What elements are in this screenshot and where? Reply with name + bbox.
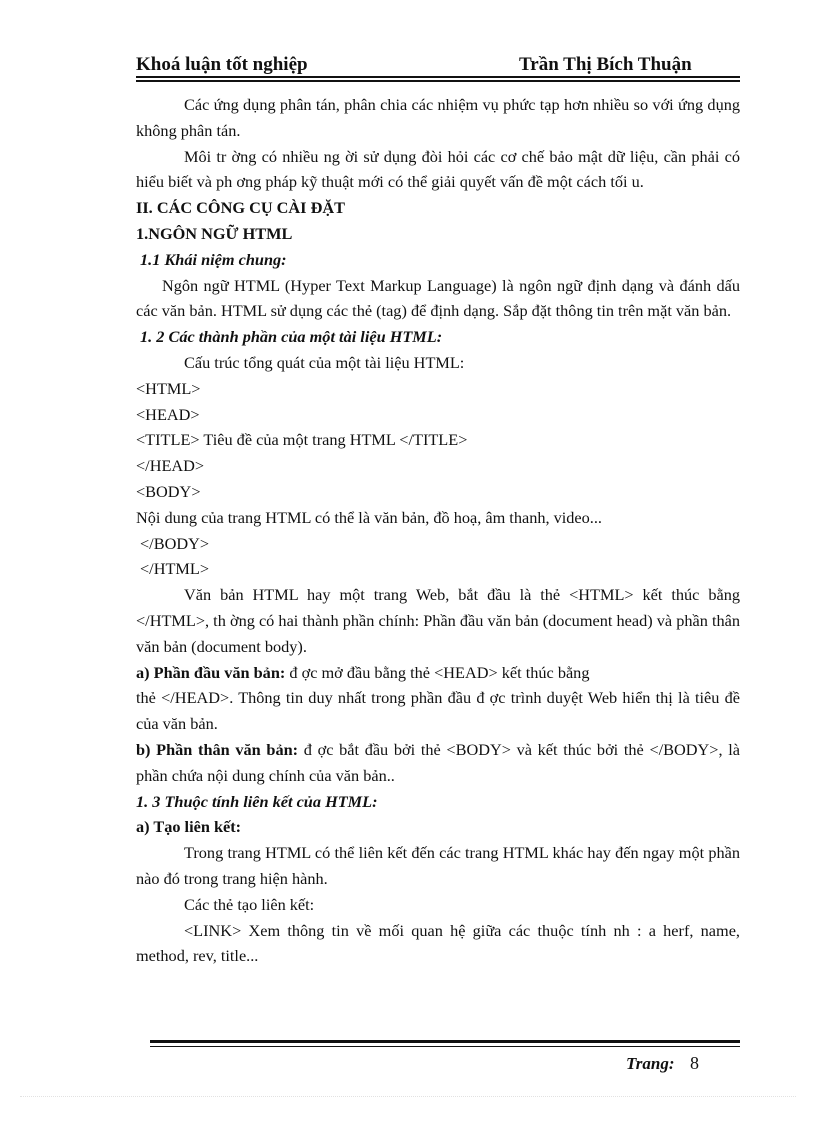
- code-line: </HTML>: [140, 559, 210, 579]
- code-line: <BODY>: [136, 481, 201, 501]
- code-line: <HEAD>: [136, 404, 200, 424]
- code-line: Nội dung của trang HTML có thể là văn bản, đồ hoạ, âm thanh, video...: [136, 507, 603, 527]
- paragraph-link-intro: Trong trang HTML có thể liên kết đến các trang HTML khác hay đến ngay một phần nào đó trong trang hiện hành.: [136, 843, 740, 888]
- paragraph-html-definition: Ngôn ngữ HTML (Hyper Text Markup Language) là ngôn ngữ định dạng và đánh dấu các văn bản. HTML sử dụng các thẻ (tag) để định dạng. Sắp đặt thông tin trên mặt văn bản.: [136, 275, 740, 321]
- label-head-section: a) Phần đầu văn bản:: [136, 662, 286, 682]
- page-bottom-dotted-line: [20, 1096, 796, 1097]
- header-thesis-title: Khoá luận tốt nghiệp: [136, 54, 308, 75]
- footer-page-label: Trang:: [626, 1054, 675, 1073]
- code-line: <TITLE> Tiêu đề của một trang HTML </TITLE>: [136, 430, 468, 450]
- paragraph-body-section: [136, 737, 740, 789]
- text-head-section: đ ợc mở đầu bằng thẻ <HEAD> kết thúc bằng: [285, 662, 590, 682]
- label-body-section: b) Phần thân văn bản:: [136, 739, 299, 759]
- paragraph-link-tag-desc: <LINK> Xem thông tin về mối quan hệ giữa các thuộc tính nh : a herf, name, method, rev, title...: [136, 920, 740, 966]
- paragraph-link-tags: Các thẻ tạo liên kết:: [184, 894, 315, 914]
- code-line: </HEAD>: [136, 456, 205, 476]
- footer-page-number: 8: [690, 1053, 699, 1073]
- heading-tools: II. CÁC CÔNG CỤ CÀI ĐẶT: [136, 198, 345, 218]
- paragraph-html-doc-parts: Văn bản HTML hay một trang Web, bắt đầu là thẻ <HTML> kết thúc bằng </HTML>, th ờng có hai thành phần chính: Phần đầu văn bản (document head) và phần thân văn bản (document body).: [136, 585, 740, 656]
- heading-general-concept-number: 1.1: [140, 249, 161, 269]
- heading-create-link: a) Tạo liên kết:: [136, 817, 242, 837]
- paragraph-structure-intro: Cấu trúc tổng quát của một tài liệu HTML:: [184, 352, 465, 372]
- header-rule: [136, 76, 740, 82]
- header-author-name: Trần Thị Bích Thuận: [519, 54, 692, 75]
- heading-general-concept: [136, 247, 740, 273]
- paragraph-multi-user: Môi tr ờng có nhiều ng ời sử dụng đòi hỏi các cơ chế bảo mật dữ liệu, cần phải có hiểu biết và ph ơng pháp kỹ thuật mới có thể giải quyết vấn đề một cách tối u.: [136, 146, 740, 192]
- code-line: </BODY>: [140, 533, 210, 553]
- paragraph-distributed-apps: Các ứng dụng phân tán, phân chia các nhiệm vụ phức tạp hơn nhiều so với ứng dụng không phân tán.: [136, 95, 740, 140]
- text-body-section: đ ợc bắt đầu bởi thẻ <BODY> và kết thúc bởi thẻ </BODY>, là phần chứa nội dung chính của văn bản..: [136, 739, 740, 785]
- document-body: [136, 92, 740, 969]
- footer-rule: [150, 1040, 740, 1047]
- paragraph-head-section: [136, 660, 740, 686]
- heading-html-language: 1.NGÔN NGỮ HTML: [136, 223, 293, 243]
- code-line: <HTML>: [136, 378, 201, 398]
- heading-link-attributes: 1. 3 Thuộc tính liên kết của HTML:: [136, 791, 378, 811]
- heading-html-components: 1. 2 Các thành phần của một tài liệu HTML:: [140, 327, 443, 347]
- heading-general-concept-text: Khái niệm chung:: [164, 249, 287, 269]
- paragraph-head-section-cont: thẻ </HEAD>. Thông tin duy nhất trong phần đầu đ ợc trình duyệt Web hiển thị là tiêu đề của văn bản.: [136, 688, 740, 734]
